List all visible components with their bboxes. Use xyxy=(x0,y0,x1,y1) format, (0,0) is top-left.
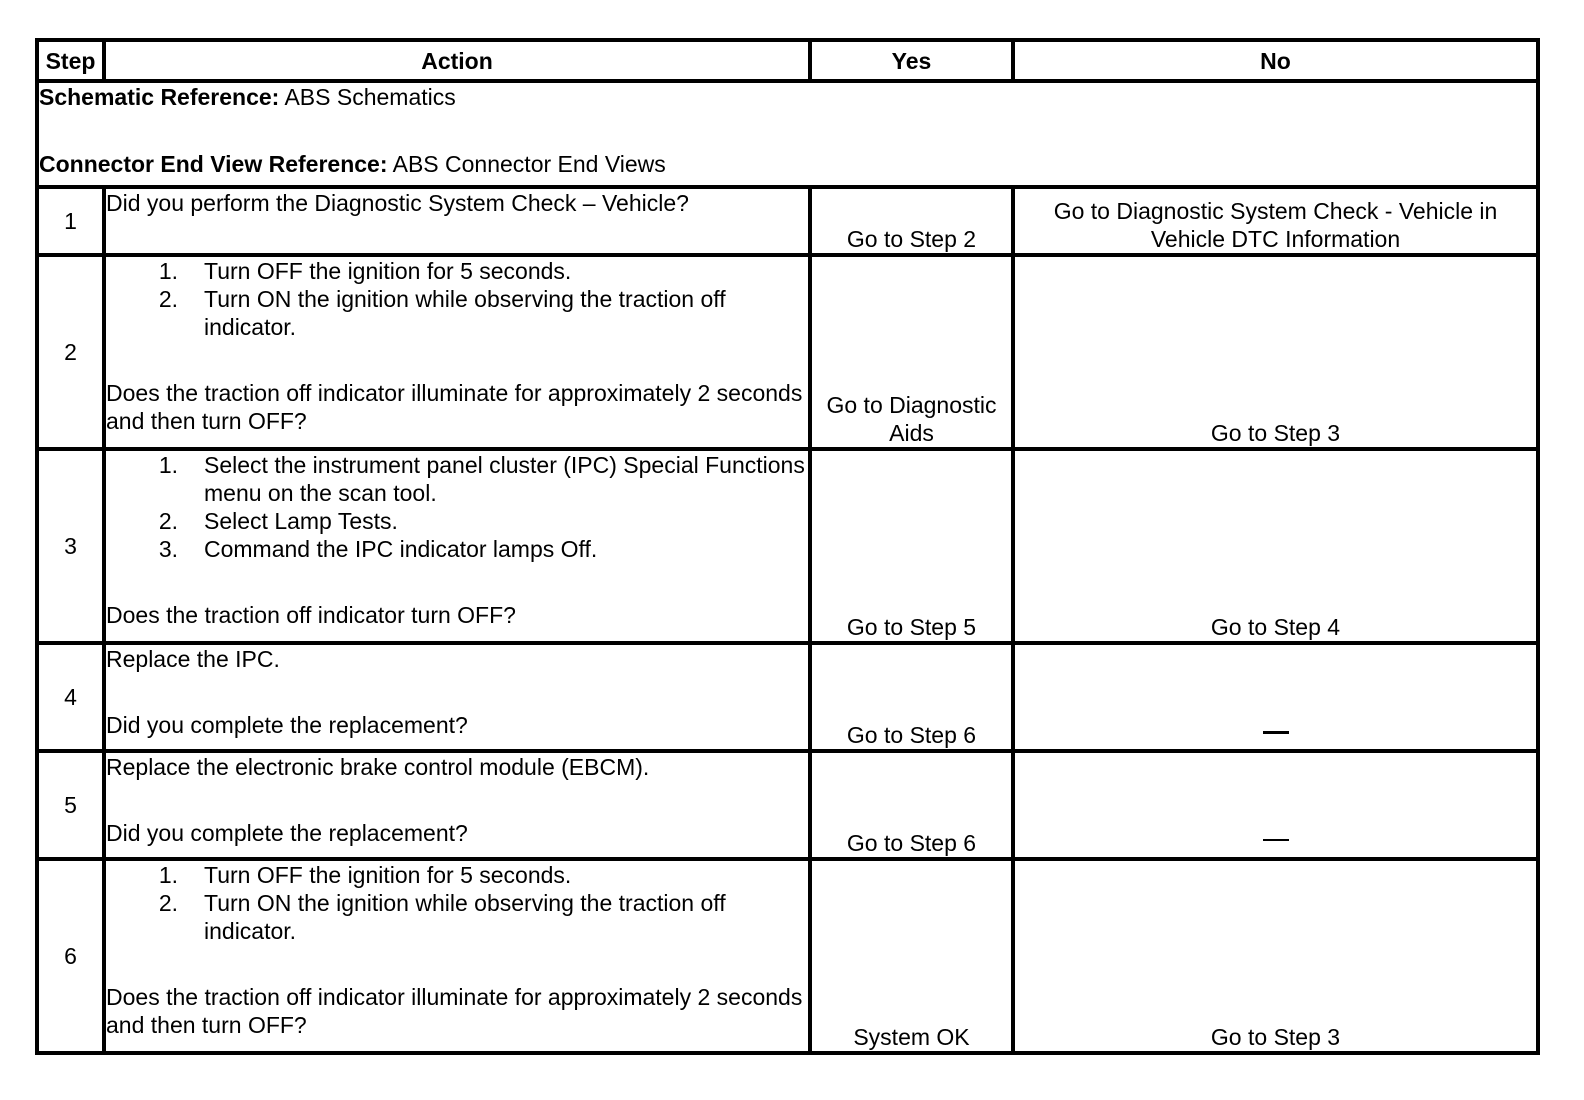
no-cell: Go to Step 3 xyxy=(1013,859,1538,1053)
yes-cell: Go to Diagnostic Aids xyxy=(810,255,1013,449)
action-cell xyxy=(104,751,810,859)
yes-cell: Go to Step 2 xyxy=(810,187,1013,255)
connector-reference-value: ABS Connector End Views xyxy=(387,151,666,177)
header-no: No xyxy=(1013,40,1538,81)
action-text: Replace the IPC. xyxy=(106,646,280,672)
action-cell xyxy=(104,643,810,751)
list-item: 2. Turn ON the ignition while observing the traction off indicator. xyxy=(158,890,726,944)
diagnostic-table xyxy=(35,38,1540,1055)
step-number: 5 xyxy=(37,751,104,859)
table-row xyxy=(37,449,1538,643)
action-text: Replace the electronic brake control module (EBCM). xyxy=(106,754,650,780)
header-step: Step xyxy=(37,40,104,81)
action-cell xyxy=(104,255,810,449)
action-steps xyxy=(106,257,808,341)
no-answer-dash xyxy=(1263,731,1289,734)
table-row xyxy=(37,187,1538,255)
header-action: Action xyxy=(104,40,810,81)
no-answer-dash xyxy=(1263,839,1289,841)
yes-cell: System OK xyxy=(810,859,1013,1053)
step-number: 3 xyxy=(37,449,104,643)
list-item: 1. Turn OFF the ignition for 5 seconds. xyxy=(158,862,572,888)
action-cell xyxy=(104,187,810,255)
list-item: 1. Select the instrument panel cluster (IPC) Special Functions menu on the scan tool. xyxy=(158,452,805,506)
action-question: Does the traction off indicator turn OFF? xyxy=(106,602,516,628)
step-number: 4 xyxy=(37,643,104,751)
table-row xyxy=(37,751,1538,859)
table-row xyxy=(37,255,1538,449)
action-question: Does the traction off indicator illuminate for approximately 2 seconds and then turn OFF? xyxy=(106,380,803,434)
step-number: 6 xyxy=(37,859,104,1053)
header-row xyxy=(37,40,1538,81)
list-item: 2. Select Lamp Tests. xyxy=(158,508,398,534)
table-row xyxy=(37,859,1538,1053)
connector-reference xyxy=(39,150,1536,178)
yes-cell: Go to Step 6 xyxy=(810,643,1013,751)
action-question: Did you complete the replacement? xyxy=(106,712,468,738)
reference-row xyxy=(37,81,1538,187)
schematic-reference xyxy=(39,83,1536,111)
no-cell xyxy=(1013,751,1538,859)
action-question: Did you perform the Diagnostic System Check – Vehicle? xyxy=(106,190,689,216)
schematic-reference-value: ABS Schematics xyxy=(279,84,456,110)
action-question: Did you complete the replacement? xyxy=(106,820,468,846)
action-cell xyxy=(104,859,810,1053)
no-cell: Go to Step 4 xyxy=(1013,449,1538,643)
list-item: 2. Turn ON the ignition while observing the traction off indicator. xyxy=(158,286,726,340)
no-cell: Go to Diagnostic System Check - Vehicle in Vehicle DTC Information xyxy=(1013,187,1538,255)
no-cell xyxy=(1013,643,1538,751)
reference-cell xyxy=(37,81,1538,187)
table-row xyxy=(37,643,1538,751)
yes-cell: Go to Step 5 xyxy=(810,449,1013,643)
action-steps xyxy=(106,451,808,563)
action-cell xyxy=(104,449,810,643)
step-number: 2 xyxy=(37,255,104,449)
list-item: 3. Command the IPC indicator lamps Off. xyxy=(158,536,598,562)
no-cell: Go to Step 3 xyxy=(1013,255,1538,449)
step-number: 1 xyxy=(37,187,104,255)
list-item: 1. Turn OFF the ignition for 5 seconds. xyxy=(158,258,572,284)
yes-cell: Go to Step 6 xyxy=(810,751,1013,859)
schematic-reference-label: Schematic Reference: xyxy=(39,84,280,110)
connector-reference-label: Connector End View Reference: xyxy=(39,151,388,177)
action-steps xyxy=(106,861,808,945)
header-yes: Yes xyxy=(810,40,1013,81)
action-question: Does the traction off indicator illuminate for approximately 2 seconds and then turn OFF? xyxy=(106,984,803,1038)
